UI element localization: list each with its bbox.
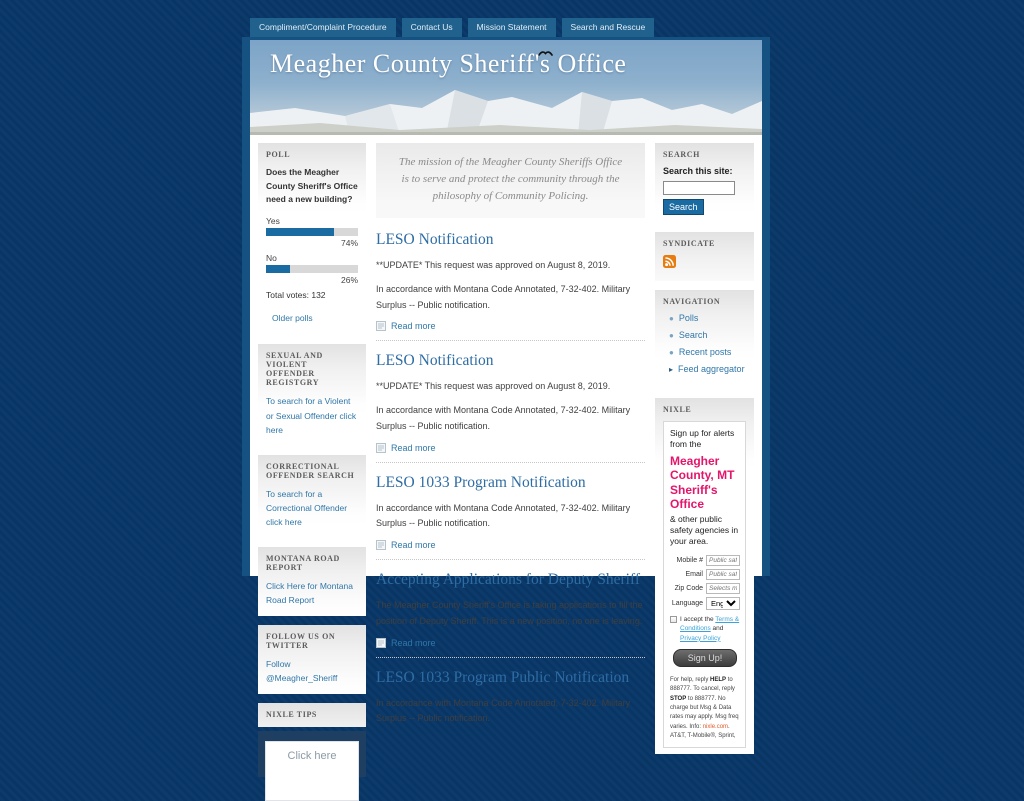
read-more-link[interactable]: Read more — [391, 321, 436, 332]
mountain-image — [250, 77, 762, 135]
tab-contact-us[interactable]: Contact Us — [402, 18, 462, 37]
language-label: Language — [671, 599, 703, 607]
article-paragraph: In accordance with Montana Code Annotated, 7-32-402. Military Surplus -- Public notification. — [376, 283, 631, 310]
article-title[interactable]: LESO Notification — [376, 231, 494, 249]
article-accepting-applications — [376, 571, 645, 658]
document-icon — [376, 443, 386, 453]
right-sidebar — [655, 143, 754, 739]
poll-bar-yes-fill — [266, 228, 334, 236]
offender-registry-block — [258, 344, 366, 445]
poll-option-yes-label: Yes — [266, 215, 280, 226]
article-separator — [376, 657, 645, 658]
nixle-com-link[interactable]: nixle.com — [702, 723, 729, 730]
offender-registry-header: SEXUAL AND VIOLENT OFFENDER REGISTGRY — [266, 351, 323, 388]
nixle-tips-widget[interactable] — [258, 731, 366, 777]
bullet-icon: ● — [669, 314, 674, 323]
nav-item-search[interactable]: ● Search — [669, 330, 708, 340]
article-title[interactable]: LESO 1033 Program Notification — [376, 473, 586, 491]
content-columns — [250, 135, 762, 762]
accept-terms-checkbox[interactable] — [670, 616, 677, 623]
nav-item-recent-posts[interactable]: ● Recent posts — [669, 347, 732, 357]
twitter-header: FOLLOW US ON TWITTER — [266, 631, 336, 650]
nixle-tips-click-here[interactable] — [265, 741, 359, 801]
navigation-block — [655, 290, 754, 389]
nixle-block — [655, 398, 754, 754]
article-separator — [376, 559, 645, 560]
article-leso-notification-2 — [376, 352, 645, 462]
poll-pct-no: 26% — [340, 274, 358, 285]
nixle-agency-name: Meagher County, MT Sheriff's Office — [670, 453, 735, 512]
document-icon — [376, 638, 386, 648]
zip-code-label: Zip Code — [674, 584, 703, 592]
read-more-link[interactable]: Read more — [391, 442, 436, 453]
article-paragraph: The Meagher County Sheriff's Office is taking applications to fill the position of Deputy Sheriff. This is a new position, no one is leaving. — [376, 600, 643, 626]
article-title[interactable]: Accepting Applications for Deputy Sheriff — [376, 571, 641, 589]
sign-up-button[interactable]: Sign Up! — [673, 649, 738, 667]
main-content — [376, 143, 645, 724]
nav-item-polls[interactable]: ● Polls — [669, 313, 699, 323]
page-container — [242, 37, 770, 762]
article-title[interactable]: LESO 1033 Program Public Notification — [376, 668, 630, 686]
syndicate-block — [655, 232, 754, 281]
nav-item-feed-aggregator[interactable]: ▸ Feed aggregator — [669, 364, 745, 374]
document-icon — [376, 540, 386, 550]
left-sidebar — [258, 143, 366, 762]
nixle-tips-header: NIXLE TIPS — [266, 709, 317, 719]
nixle-header: NIXLE — [663, 405, 692, 414]
offender-registry-link[interactable]: To search for a Violent or Sexual Offender click here — [266, 396, 357, 436]
article-leso-1033-public-notification — [376, 669, 645, 728]
poll-option-no-label: No — [266, 252, 277, 263]
article-separator — [376, 462, 645, 463]
search-button[interactable]: Search — [663, 199, 704, 215]
read-more-link[interactable]: Read more — [391, 637, 436, 648]
search-label: Search this site: — [663, 166, 733, 176]
document-icon — [376, 321, 386, 331]
email-input[interactable] — [706, 569, 740, 580]
poll-bar-yes — [266, 228, 358, 236]
navigation-header: NAVIGATION — [663, 297, 721, 306]
article-title[interactable]: LESO Notification — [376, 352, 494, 370]
article-paragraph: **UPDATE* This request was approved on August 8, 2019. — [376, 260, 611, 271]
tab-compliment-complaint-procedure[interactable]: Compliment/Complaint Procedure — [250, 18, 396, 37]
tab-mission-statement[interactable]: Mission Statement — [468, 18, 556, 37]
email-label: Email — [685, 570, 703, 578]
terms-acceptance — [670, 615, 740, 643]
read-more-link[interactable]: Read more — [391, 540, 436, 551]
chevron-right-icon: ▸ — [669, 365, 674, 374]
older-polls-link[interactable]: Older polls — [272, 312, 313, 323]
correctional-search-block — [258, 455, 366, 538]
nixle-fine-print: For help, reply HELP to 888777. To cancel, reply STOP to 888777. No charge but Msg & Data rates may apply. Msg freq varies. Info: nixle.com. AT&T, T-Mobile®, Sprint, — [670, 677, 739, 739]
poll-header: POLL — [266, 150, 291, 159]
nixle-signup-form — [670, 555, 740, 667]
top-nav — [250, 18, 654, 37]
poll-block — [258, 143, 366, 335]
terms-link[interactable]: Terms & Conditions — [680, 615, 740, 633]
tab-search-and-rescue[interactable]: Search and Rescue — [562, 18, 655, 37]
accept-terms-text: I accept the Terms & Conditions and Privacy Policy — [680, 615, 740, 642]
mission-statement: The mission of the Meagher County Sheriffs Office is to serve and protect the community through the philosophy of Community Policing. — [376, 143, 645, 218]
search-block — [655, 143, 754, 223]
language-select[interactable] — [706, 597, 740, 610]
search-header: SEARCH — [663, 150, 700, 159]
rss-icon[interactable] — [663, 255, 676, 268]
correctional-search-link[interactable]: To search for a Correctional Offender click here — [266, 488, 348, 528]
privacy-link[interactable]: Privacy Policy — [680, 634, 721, 642]
correctional-search-header: CORRECTIONAL OFFENDER SEARCH — [266, 461, 355, 480]
article-paragraph: In accordance with Montana Code Annotated, 7-32-402. Military Surplus -- Public notification. — [376, 697, 631, 724]
nixle-outro: & other public safety agencies in your area. — [670, 513, 739, 547]
site-banner — [250, 40, 762, 135]
road-report-block — [258, 547, 366, 616]
syndicate-header: SYNDICATE — [663, 239, 715, 248]
road-report-link[interactable]: Click Here for Montana Road Report — [266, 580, 353, 606]
twitter-block — [258, 625, 366, 694]
poll-total-votes: Total votes: 132 — [266, 289, 326, 300]
article-separator — [376, 340, 645, 341]
article-paragraph: In accordance with Montana Code Annotated, 7-32-402. Military Surplus -- Public notification. — [376, 405, 631, 431]
nixle-tips-click-here-label: Click here — [287, 749, 337, 762]
mobile-input[interactable] — [706, 555, 740, 566]
bullet-icon: ● — [669, 331, 674, 340]
article-paragraph: **UPDATE* This request was approved on August 8, 2019. — [376, 381, 611, 392]
road-report-header: MONTANA ROAD REPORT — [266, 553, 340, 572]
bullet-icon: ● — [669, 348, 674, 357]
poll-bar-no — [266, 265, 358, 273]
poll-bar-no-fill — [266, 265, 290, 273]
twitter-follow-link[interactable]: Follow @Meagher_Sheriff — [266, 658, 338, 684]
article-leso-notification-1 — [376, 231, 645, 341]
zip-code-input[interactable] — [706, 583, 740, 594]
nixle-intro: Sign up for alerts from the — [670, 428, 735, 450]
search-input[interactable] — [663, 181, 735, 195]
article-paragraph: In accordance with Montana Code Annotated, 7-32-402. Military Surplus -- Public notification. — [376, 502, 631, 529]
navigation-list — [663, 313, 746, 374]
nixle-tips-block — [258, 703, 366, 727]
poll-pct-yes: 74% — [340, 237, 358, 248]
page-title: Meagher County Sheriff's Office — [270, 49, 627, 78]
poll-question: Does the Meagher County Sheriff's Office need a new building? — [266, 167, 358, 205]
article-leso-1033-program-notification — [376, 474, 645, 561]
mobile-label: Mobile # — [676, 556, 703, 564]
nixle-widget — [663, 421, 746, 748]
